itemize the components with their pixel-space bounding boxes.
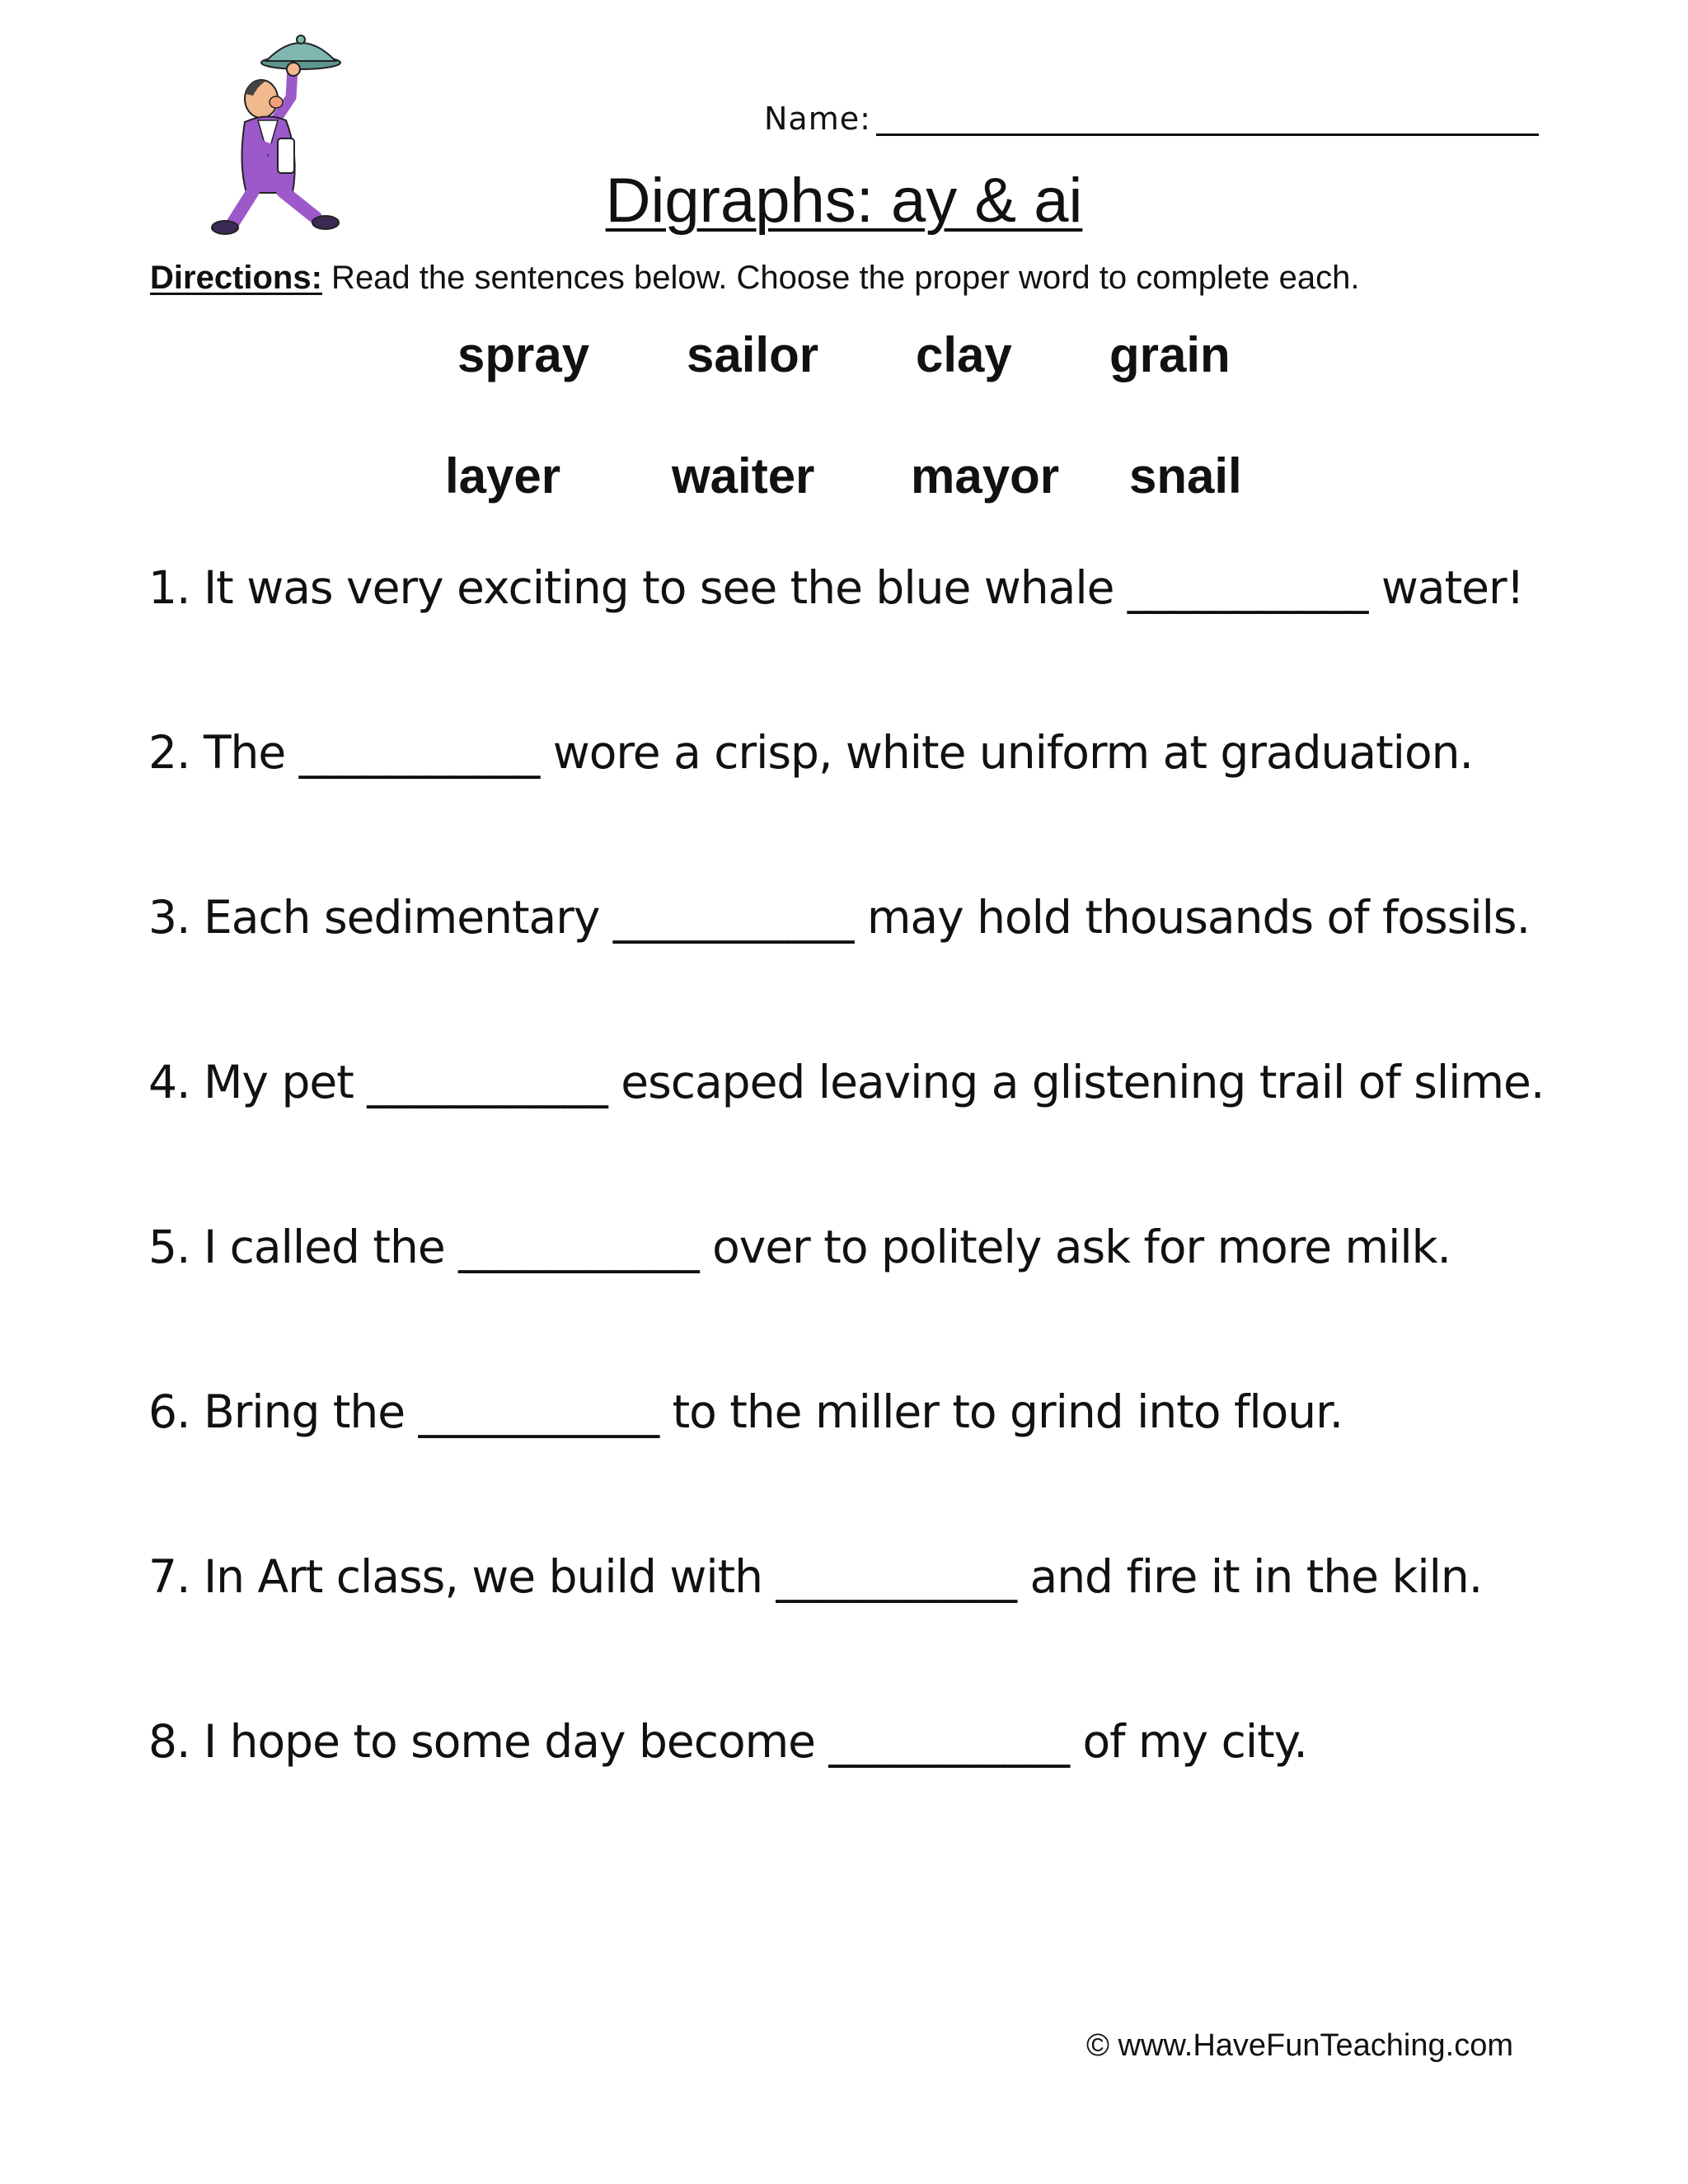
sentence-6: 6. Bring the ___________ to the miller to grind into flour. [148,1385,1343,1438]
sentence-3: 3. Each sedimentary ___________ may hold thousands of fossils. [148,891,1531,944]
directions-label: Directions: [150,260,322,296]
directions [150,255,1360,300]
sentence-8: 8. I hope to some day become ___________ of my city. [148,1715,1307,1768]
word-bank-item: sailor [687,327,819,382]
sentence-4: 4. My pet ___________ escaped leaving a glistening trail of slime. [148,1056,1545,1108]
word-bank-item: spray [457,327,590,382]
sentence-1: 1. It was very exciting to see the blue whale ___________ water! [148,561,1524,614]
sentence-2: 2. The ___________ wore a crisp, white uniform at graduation. [148,726,1473,779]
word-bank-item: waiter [672,448,815,504]
word-bank-item: grain [1109,327,1231,382]
directions-text: Read the sentences below. Choose the proper word to complete each. [321,260,1360,296]
page-title: Digraphs: ay & ai [605,166,1083,236]
word-bank-item: layer [445,448,561,504]
sentence-5: 5. I called the ___________ over to politely ask for more milk. [148,1221,1451,1273]
copyright-footer: © www.HaveFunTeaching.com [1086,2028,1513,2063]
sentence-7: 7. In Art class, we build with ___________ and fire it in the kiln. [148,1550,1483,1603]
name-label: Name: [764,101,871,137]
word-bank-item: clay [916,327,1012,382]
name-field[interactable] [876,134,1539,136]
word-bank-item: snail [1129,448,1242,504]
word-bank-item: mayor [911,448,1060,504]
